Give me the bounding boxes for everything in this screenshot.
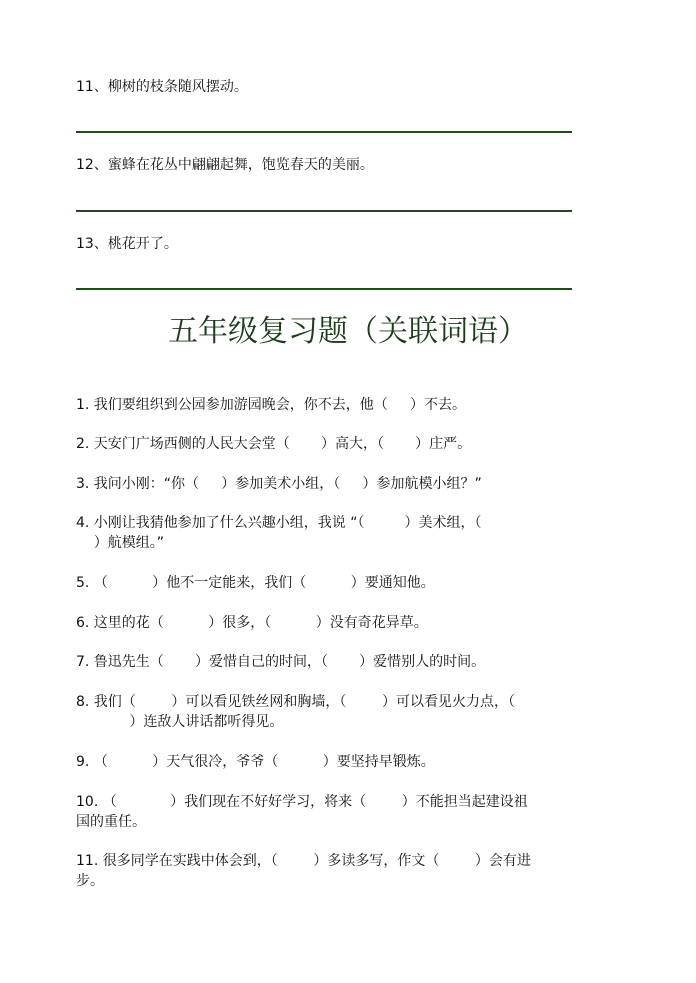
- question-item: 8. 我们（ ）可以看见铁丝网和胸墙，（ ）可以看见火力点，（ ）连敌人讲话都听得见。: [76, 694, 516, 730]
- page-title: 五年级复习题（关联词语）: [168, 314, 528, 349]
- question-item: 2. 天安门广场西侧的人民大会堂（ ）高大，（ ）庄严。: [76, 436, 472, 452]
- question-item: 3. 我问小刚：“你（ ）参加美术小组，（ ）参加航模小组？”: [76, 476, 482, 492]
- question-item: 11. 很多同学在实践中体会到，（ ）多读多写，作文（ ）会有进 步。: [76, 853, 531, 889]
- question-item: 4. 小刚让我猜他参加了什么兴趣小组，我说 “（ ）美术组，（ ）航模组。”: [76, 515, 482, 551]
- answer-line: [76, 131, 572, 133]
- question-item: 9. （ ）天气很冷，爷爷（ ）要坚持早锻炼。: [76, 754, 435, 770]
- question-item: 1. 我们要组织到公园参加游园晚会，你不去，他（ ）不去。: [76, 397, 467, 413]
- sentence-item: 11、柳树的枝条随风摆动。: [76, 79, 248, 95]
- question-item: 7. 鲁迅先生（ ）爱惜自己的时间，（ ）爱惜别人的时间。: [76, 654, 486, 670]
- question-item: 5. （ ）他不一定能来，我们（ ）要通知他。: [76, 575, 435, 591]
- sentence-item: 12、蜜蜂在花丛中翩翩起舞，饱览春天的美丽。: [76, 157, 374, 173]
- sentence-item: 13、桃花开了。: [76, 236, 178, 252]
- answer-line: [76, 288, 572, 290]
- answer-line: [76, 210, 572, 212]
- question-item: 10. （ ）我们现在不好好学习，将来（ ）不能担当起建设祖 国的重任。: [76, 794, 528, 830]
- question-item: 6. 这里的花（ ）很多，（ ）没有奇花异草。: [76, 615, 428, 631]
